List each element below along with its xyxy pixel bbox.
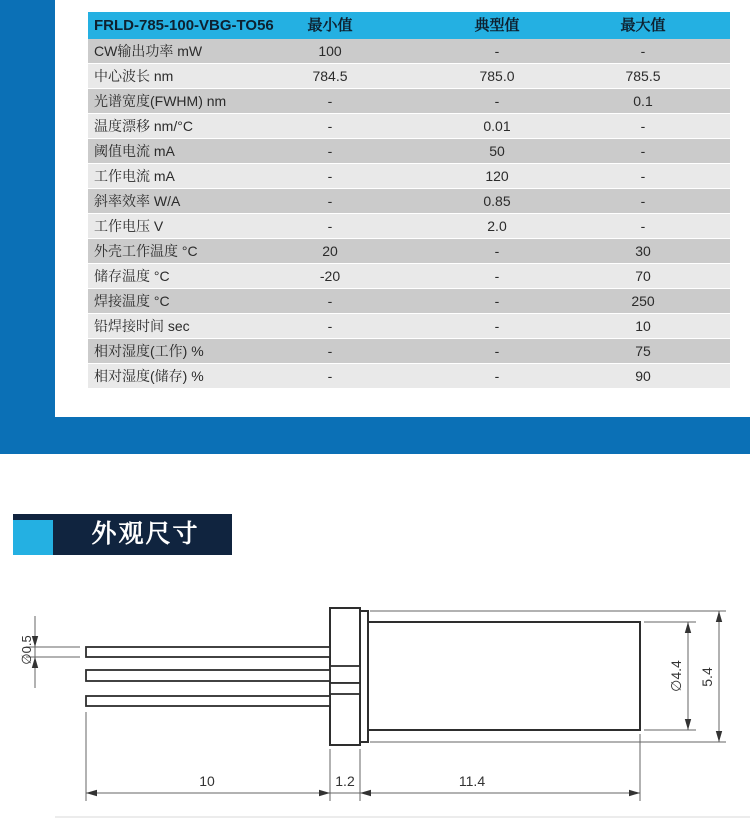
pin-seal-upper [330, 666, 360, 683]
table-row [88, 64, 730, 89]
table-row [88, 214, 730, 239]
spec-max: 30 [635, 243, 651, 259]
spec-label: 外壳工作温度 °C [94, 243, 198, 259]
table-row [88, 189, 730, 214]
spec-typ: - [494, 268, 500, 284]
spec-max: 70 [635, 268, 651, 284]
dim-text-pin-diameter: ∅0.5 [19, 635, 34, 665]
spec-max: - [640, 43, 646, 59]
horizontal-accent-band [0, 417, 750, 454]
pin-middle [86, 670, 330, 681]
spec-typ: - [494, 318, 500, 334]
arrowhead [716, 611, 722, 622]
pin-top [86, 647, 330, 657]
spec-min: 20 [322, 243, 338, 259]
spec-label: 储存温度 °C [94, 268, 170, 284]
dim-text-flange-diameter: 5.4 [699, 667, 715, 687]
spec-max: 10 [635, 318, 651, 334]
spec-label: 阈值电流 mA [94, 143, 175, 159]
spec-label: 铅焊接时间 sec [94, 318, 190, 334]
spec-typ: 0.85 [483, 193, 511, 209]
spec-max: 0.1 [633, 93, 653, 109]
arrowhead [685, 622, 691, 633]
spec-min: - [327, 93, 333, 109]
table-row [88, 114, 730, 139]
spec-label: 温度漂移 nm/°C [94, 118, 193, 134]
left-accent-column [0, 0, 55, 454]
dimension-body-diameter [644, 622, 696, 730]
to56-package-outline [86, 608, 640, 745]
spec-max: - [640, 118, 646, 134]
spec-typ: - [494, 343, 500, 359]
spec-typ: - [494, 43, 500, 59]
spec-min: -20 [319, 268, 341, 284]
laser-diode-dimension-drawing [0, 580, 750, 819]
spec-max: - [640, 168, 646, 184]
col-header-typ: 典型值 [474, 17, 520, 34]
spec-min: - [327, 143, 333, 159]
spec-typ: - [494, 293, 500, 309]
spec-max: - [640, 218, 646, 234]
spec-max: 785.5 [625, 68, 661, 84]
arrowhead [360, 790, 371, 796]
arrowhead [716, 731, 722, 742]
dimension-pin-diameter [19, 616, 80, 688]
model-number: FRLD-785-100-VBG-TO56 [94, 17, 274, 34]
spec-typ: - [494, 93, 500, 109]
spec-min: - [327, 118, 333, 134]
spec-label: CW输出功率 mW [94, 43, 203, 59]
spec-min: - [327, 368, 333, 384]
cap-body-outline [368, 622, 640, 730]
spec-min: 784.5 [312, 68, 348, 84]
arrowhead [319, 790, 330, 796]
spec-max: - [640, 143, 646, 159]
table-row [88, 139, 730, 164]
dim-text-flange-thickness: 1.2 [335, 773, 355, 789]
spec-min: - [327, 168, 333, 184]
spec-table [88, 12, 730, 389]
spec-max: 90 [635, 368, 651, 384]
col-header-min: 最小值 [307, 17, 353, 34]
arrowhead [685, 719, 691, 730]
table-row [88, 289, 730, 314]
spec-typ: 2.0 [487, 218, 507, 234]
spec-max: - [640, 193, 646, 209]
spec-label: 相对湿度(工作) % [94, 343, 204, 359]
spec-label: 焊接温度 °C [94, 293, 170, 309]
spec-label: 中心波长 nm [94, 68, 174, 84]
spec-typ: 785.0 [479, 68, 515, 84]
spec-min: - [327, 218, 333, 234]
spec-min: - [327, 343, 333, 359]
flange-step-outline [360, 611, 368, 742]
arrowhead [629, 790, 640, 796]
table-row [88, 339, 730, 364]
col-header-max: 最大值 [620, 17, 666, 34]
spec-label: 光谱宽度(FWHM) nm [94, 93, 227, 109]
table-row [88, 264, 730, 289]
spec-label: 工作电流 mA [94, 168, 175, 184]
dim-text-pin-length: 10 [199, 773, 215, 789]
table-row [88, 239, 730, 264]
spec-typ: - [494, 243, 500, 259]
spec-typ: 120 [485, 168, 509, 184]
spec-min: - [327, 293, 333, 309]
spec-table-header [88, 12, 730, 39]
pin-seal-lower [330, 683, 360, 694]
spec-max: 75 [635, 343, 651, 359]
table-row [88, 89, 730, 114]
spec-label: 相对湿度(储存) % [94, 368, 204, 384]
spec-min: - [327, 318, 333, 334]
spec-typ: 50 [489, 143, 505, 159]
spec-min: 100 [318, 43, 342, 59]
spec-min: - [327, 193, 333, 209]
dim-text-body-diameter: ∅4.4 [668, 660, 684, 692]
spec-label: 工作电压 V [94, 218, 164, 234]
spec-typ: 0.01 [483, 118, 511, 134]
section-title: 外观尺寸 [91, 520, 200, 548]
dim-text-body-length: 11.4 [458, 773, 486, 789]
spec-label: 斜率效率 W/A [94, 193, 181, 209]
spec-max: 250 [631, 293, 655, 309]
arrowhead [86, 790, 97, 796]
table-row [88, 39, 730, 64]
pin-bottom [86, 696, 330, 706]
table-row [88, 314, 730, 339]
table-row [88, 164, 730, 189]
bottom-separator-line [55, 816, 750, 818]
table-row [88, 364, 730, 389]
spec-typ: - [494, 368, 500, 384]
